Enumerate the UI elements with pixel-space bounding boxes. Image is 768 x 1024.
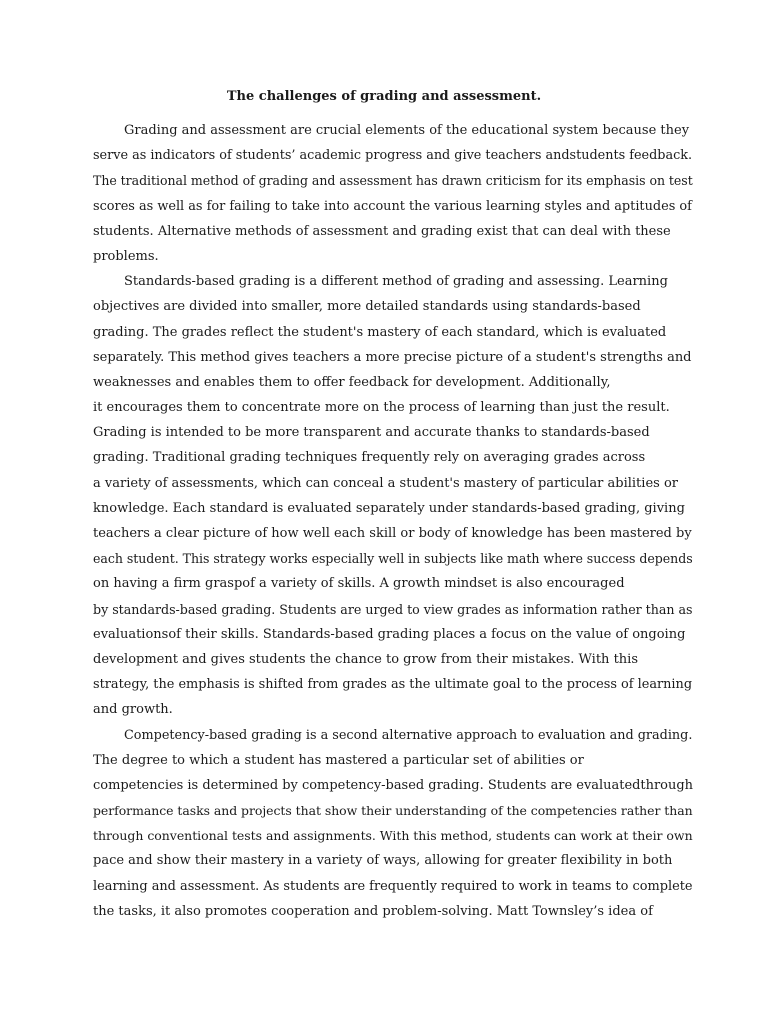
paragraph-first-line: Standards-based grading is a different method of grading and assessing. Learning xyxy=(124,274,668,290)
text-line: objectives are divided into smaller, more detailed standards using standards-based xyxy=(93,299,641,315)
document-body xyxy=(93,118,693,924)
text-line: Grading is intended to be more transparent and accurate thanks to standards-based xyxy=(93,425,650,441)
text-line: problems. xyxy=(93,248,159,264)
text-line: by standards-based grading. Students are urged to view grades as information rather than as xyxy=(93,601,693,617)
text-line: students. Alternative methods of assessment and grading exist that can deal with these xyxy=(93,223,671,239)
text-line: it encourages them to concentrate more on the process of learning than just the result. xyxy=(93,400,670,416)
text-line: learning and assessment. As students are frequently required to work in teams to complete xyxy=(93,878,693,894)
text-line: separately. This method gives teachers a more precise picture of a student's strengths and xyxy=(93,349,692,365)
text-line: serve as indicators of students’ academic progress and give teachers andstudents feedback. xyxy=(93,148,693,164)
text-line: knowledge. Each standard is evaluated separately under standards-based grading, giving xyxy=(93,500,685,516)
text-line: The degree to which a student has mastered a particular set of abilities or xyxy=(93,752,584,768)
text-line: The traditional method of grading and assessment has drawn criticism for its emphasis on test xyxy=(93,173,693,189)
text-line: weaknesses and enables them to offer feedback for development. Additionally, xyxy=(93,374,611,390)
text-line: performance tasks and projects that show their understanding of the competencies rather than xyxy=(93,803,693,819)
text-line: teachers a clear picture of how well each skill or body of knowledge has been mastered by xyxy=(93,526,692,541)
text-line: pace and show their mastery in a variety of ways, allowing for greater flexibility in both xyxy=(93,853,673,869)
text-line: the tasks, it also promotes cooperation and problem-solving. Matt Townsley’s idea of xyxy=(93,903,653,919)
text-line: and growth. xyxy=(93,702,173,718)
text-line: strategy, the emphasis is shifted from grades as the ultimate goal to the process of learning xyxy=(93,677,693,693)
text-line: each student. This strategy works especially well in subjects like math where success depends xyxy=(93,551,693,567)
text-line: grading. The grades reflect the student's mastery of each standard, which is evaluated xyxy=(93,324,667,340)
page-title: The challenges of grading and assessment. xyxy=(226,89,542,104)
paragraph-first-line: Grading and assessment are crucial elements of the educational system because they xyxy=(124,123,690,138)
text-line: competencies is determined by competency-based grading. Students are evaluatedthrough xyxy=(93,777,693,793)
text-line: through conventional tests and assignments. With this method, students can work at their own xyxy=(93,828,693,844)
text-line: scores as well as for failing to take into account the various learning styles and aptitudes of xyxy=(93,198,692,214)
text-line: grading. Traditional grading techniques frequently rely on averaging grades across xyxy=(93,450,646,466)
paragraph-first-line: Competency-based grading is a second alternative approach to evaluation and grading. xyxy=(124,727,693,743)
text-line: development and gives students the chance to grow from their mistakes. With this xyxy=(93,651,638,667)
text-line: a variety of assessments, which can conceal a student's mastery of particular abilities or xyxy=(93,475,678,491)
text-line: evaluationsof their skills. Standards-based grading places a focus on the value of ongoing xyxy=(93,626,686,642)
text-line: on having a firm graspof a variety of skills. A growth mindset is also encouraged xyxy=(93,576,625,592)
